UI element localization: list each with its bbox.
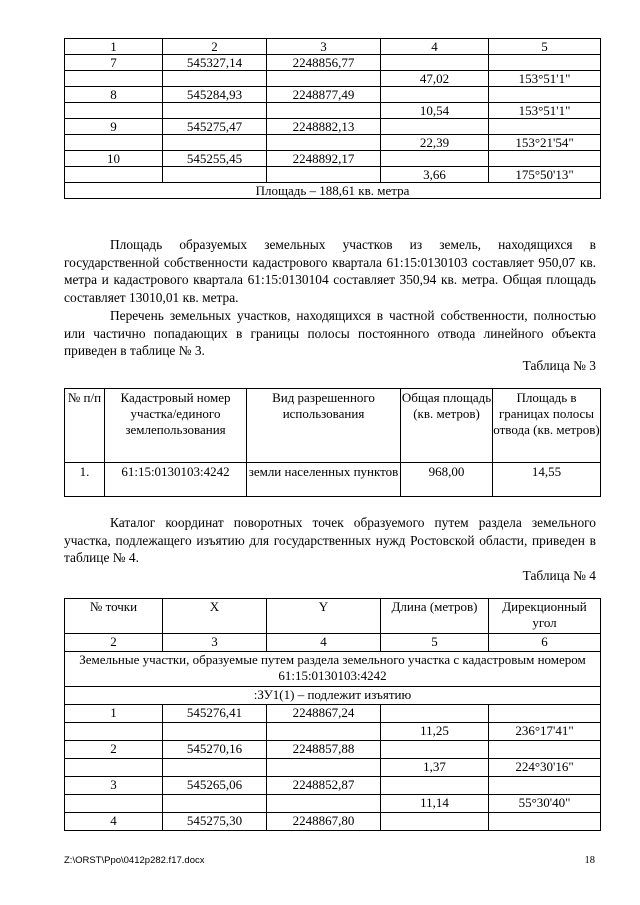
file-path: Z:\ORST\Ppo\0412p282.f17.docx (64, 855, 205, 866)
section-title: Земельные участки, образуемые путем раздела земельного участка с кадастровым номером 61:15:0130103:4242 (65, 652, 601, 687)
column-number: 2 (65, 634, 163, 652)
header-length: Длина (метров) (381, 599, 489, 634)
section-row (65, 652, 601, 687)
table-row (65, 759, 601, 777)
row-num: 1. (65, 463, 105, 497)
column-number: 4 (381, 39, 489, 55)
point-number: 8 (65, 87, 163, 103)
page-number: 18 (584, 855, 595, 866)
x-coordinate: 545327,14 (163, 55, 267, 71)
table-row (65, 723, 601, 741)
column-number: 5 (381, 634, 489, 652)
point-number: 2 (65, 741, 163, 759)
table-row (65, 87, 601, 103)
coordinates-table-continuation (64, 38, 601, 199)
segment-length: 11,14 (381, 795, 489, 813)
table-row (65, 103, 601, 119)
x-coordinate: 545284,93 (163, 87, 267, 103)
y-coordinate: 2248867,80 (267, 813, 381, 831)
direction-angle: 236°17'41" (489, 723, 601, 741)
y-coordinate: 2248856,77 (267, 55, 381, 71)
column-number: 4 (267, 634, 381, 652)
table-row (65, 55, 601, 71)
table-row (65, 741, 601, 759)
table-row (65, 777, 601, 795)
point-number: 4 (65, 813, 163, 831)
x-coordinate: 545275,47 (163, 119, 267, 135)
x-coordinate: 545270,16 (163, 741, 267, 759)
table-row (65, 705, 601, 723)
header-num: № п/п (65, 389, 105, 463)
direction-angle: 153°21'54" (489, 135, 601, 151)
x-coordinate: 545276,41 (163, 705, 267, 723)
point-number: 1 (65, 705, 163, 723)
subsection-row (65, 687, 601, 705)
table-4-caption: Таблица № 4 (522, 568, 596, 583)
header-y: Y (267, 599, 381, 634)
header-angle: Дирекционный угол (489, 599, 601, 634)
column-number: 1 (65, 39, 163, 55)
direction-angle: 175°50'13" (489, 167, 601, 183)
inside-area: 14,55 (493, 463, 601, 497)
column-number: 3 (163, 634, 267, 652)
private-parcels-table (64, 388, 601, 497)
segment-length: 22,39 (381, 135, 489, 151)
column-number: 5 (489, 39, 601, 55)
table-row (65, 795, 601, 813)
table-row (65, 71, 601, 87)
paragraph-private-parcels: Перечень земельных участков, находящихся в частной собственности, полностью или частично попадающих в границы полосы постоянного отвода линейного объекта приведен в таблице № 3. (64, 308, 596, 358)
point-number: 10 (65, 151, 163, 167)
y-coordinate: 2248852,87 (267, 777, 381, 795)
paragraph-area-summary: Площадь образуемых земельных участков из земель, находящихся в государственной собственности кадастрового квартала 61:15:0130103 составляет 950,07 кв. метра и кадастрового квартала 61:15:0130104 составляет 350,94 кв. метра. Общая площадь составляет 13010,01 кв. метра. (64, 237, 596, 305)
column-number: 2 (163, 39, 267, 55)
table-row (65, 463, 601, 497)
table-row (65, 119, 601, 135)
header-cadastral: Кадастровый номер участка/единого землепользования (105, 389, 247, 463)
segment-length: 11,25 (381, 723, 489, 741)
y-coordinate: 2248877,49 (267, 87, 381, 103)
subsection-title: :ЗУ1(1) – подлежит изъятию (65, 687, 601, 705)
header-inside-area: Площадь в границах полосы отвода (кв. метров) (493, 389, 601, 463)
table-row (65, 135, 601, 151)
y-coordinate: 2248867,24 (267, 705, 381, 723)
table-header-row (65, 599, 601, 634)
y-coordinate: 2248882,13 (267, 119, 381, 135)
column-number: 3 (267, 39, 381, 55)
table-3-caption: Таблица № 3 (522, 358, 596, 373)
area-total: Площадь – 188,61 кв. метра (65, 183, 601, 199)
x-coordinate: 545275,30 (163, 813, 267, 831)
segment-length: 1,37 (381, 759, 489, 777)
point-number: 7 (65, 55, 163, 71)
area-total-row (65, 183, 601, 199)
table-header-row (65, 39, 601, 55)
segment-length: 3,66 (381, 167, 489, 183)
header-use: Вид разрешенного использования (247, 389, 401, 463)
point-number: 9 (65, 119, 163, 135)
y-coordinate: 2248892,17 (267, 151, 381, 167)
x-coordinate: 545255,45 (163, 151, 267, 167)
table-row (65, 167, 601, 183)
header-total-area: Общая площадь (кв. метров) (401, 389, 493, 463)
table-header-row (65, 389, 601, 463)
header-x: X (163, 599, 267, 634)
y-coordinate: 2248857,88 (267, 741, 381, 759)
direction-angle: 55°30'40" (489, 795, 601, 813)
column-numbers-row (65, 634, 601, 652)
permitted-use: земли населенных пунктов (247, 463, 401, 497)
point-number: 3 (65, 777, 163, 795)
x-coordinate: 545265,06 (163, 777, 267, 795)
table-row (65, 813, 601, 831)
segment-length: 47,02 (381, 71, 489, 87)
coordinates-table (64, 598, 601, 831)
direction-angle: 153°51'1" (489, 103, 601, 119)
column-number: 6 (489, 634, 601, 652)
table-row (65, 151, 601, 167)
segment-length: 10,54 (381, 103, 489, 119)
total-area: 968,00 (401, 463, 493, 497)
direction-angle: 224°30'16" (489, 759, 601, 777)
paragraph-coordinates-catalog: Каталог координат поворотных точек образуемого путем раздела земельного участка, подлежащего изъятию для государственных нужд Ростовской области, приведен в таблице № 4. (64, 515, 596, 565)
cadastral-number: 61:15:0130103:4242 (105, 463, 247, 497)
header-point: № точки (65, 599, 163, 634)
direction-angle: 153°51'1" (489, 71, 601, 87)
